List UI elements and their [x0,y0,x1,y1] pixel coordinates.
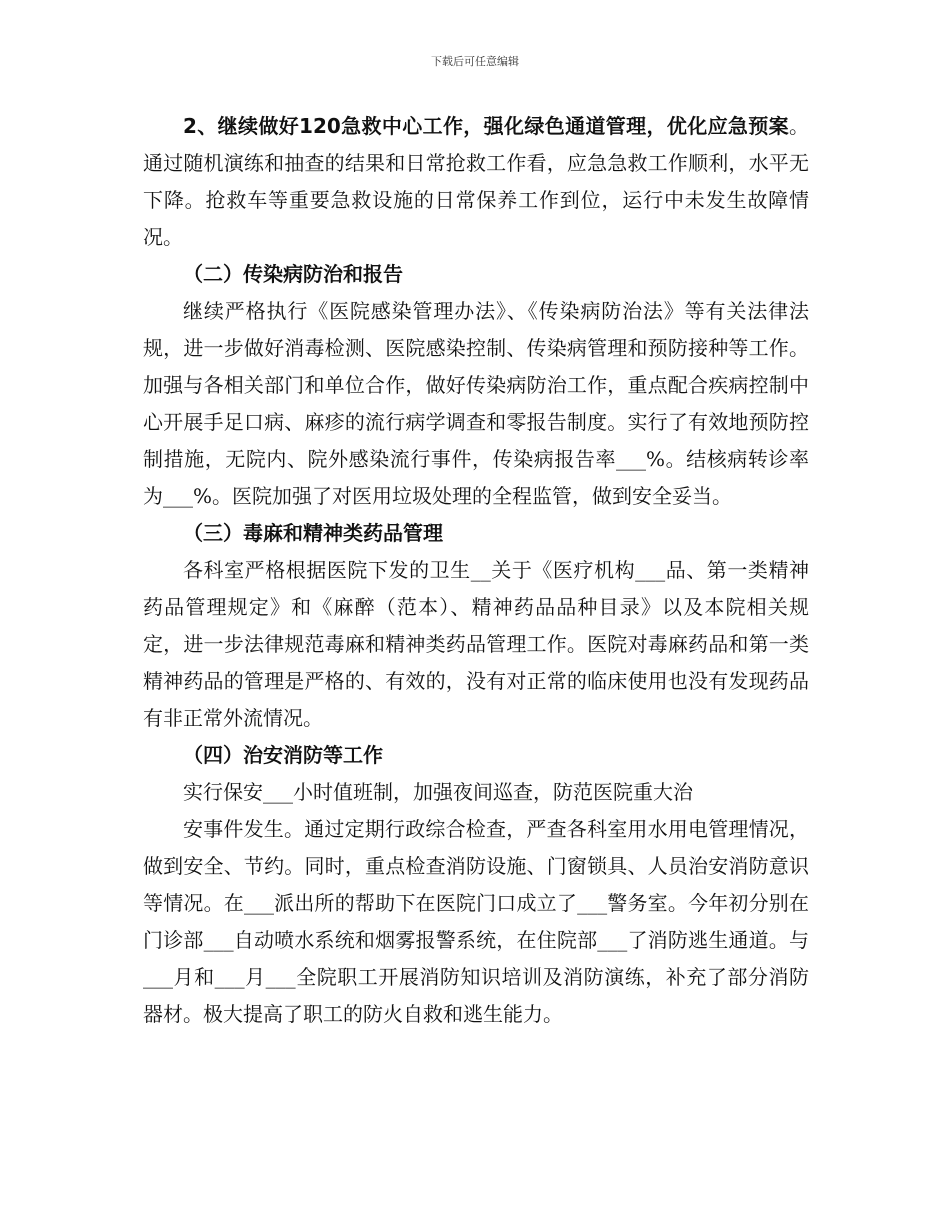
paragraph-security-fire: 安事件发生。通过定期行政综合检查，严查各科室用水用电管理情况，做到安全、节约。同时，重点检查消防设施、门窗锁具、人员治安消防意识等情况。在___派出所的帮助下在医院门口成立了___警务室。今年初分别在门诊部___自动喷水系统和烟雾报警系统，在住院部___了消防逃生通道。与___月和___月___全院职工开展消防知识培训及消防演练，补充了部分消防器材。极大提高了职工的防火自救和逃生能力。 [143,817,809,1026]
paragraph-security-fire-line1: 实行保安___小时值班制，加强夜间巡查，防范医院重大治 [183,780,693,804]
paragraph-narcotic-drugs: 各科室严格根据医院下发的卫生__关于《医疗机构___品、第一类精神药品管理规定》和《麻醉（范本）、精神药品品种目录》以及本院相关规定，进一步法律规范毒麻和精神类药品管理工作。医院对毒麻药品和第一类精神药品的管理是严格的、有效的，没有对正常的临床使用也没有发现药品有非正常外流情况。 [143,558,809,730]
document-body [143,108,809,1033]
paragraph-infectious-disease: 继续严格执行《医院感染管理办法》、《传染病防治法》等有关法律法规，进一步做好消毒检测、医院感染控制、传染病管理和预防接种等工作。加强与各相关部门和单位合作，做好传染病防治工作，重点配合疾病控制中心开展手足口病、麻疹的流行病学调查和零报告制度。实行了有效地预防控制措施，无院内、院外感染流行事件，传染病报告率___%。结核病转诊率为___%。医院加强了对医用垃圾处理的全程监管，做到安全妥当。 [143,299,809,508]
section-heading-security-fire: （四）治安消防等工作 [183,743,383,767]
paragraph-text: 。通过随机演练和抽查的结果和日常抢救工作看，应急急救工作顺利，水平无下降。抢救车等重要急救设施的日常保养工作到位，运行中未发生故障情况。 [143,114,809,249]
header-note: 下载后可任意编辑 [431,55,519,68]
section-heading-infectious-disease: （二）传染病防治和报告 [183,262,403,286]
paragraph-emergency-center [143,108,809,256]
section-heading-narcotic-drugs: （三）毒麻和精神类药品管理 [183,521,443,545]
paragraph-lead-bold: 2、继续做好120急救中心工作，强化绿色通道管理，优化应急预案 [183,114,789,138]
